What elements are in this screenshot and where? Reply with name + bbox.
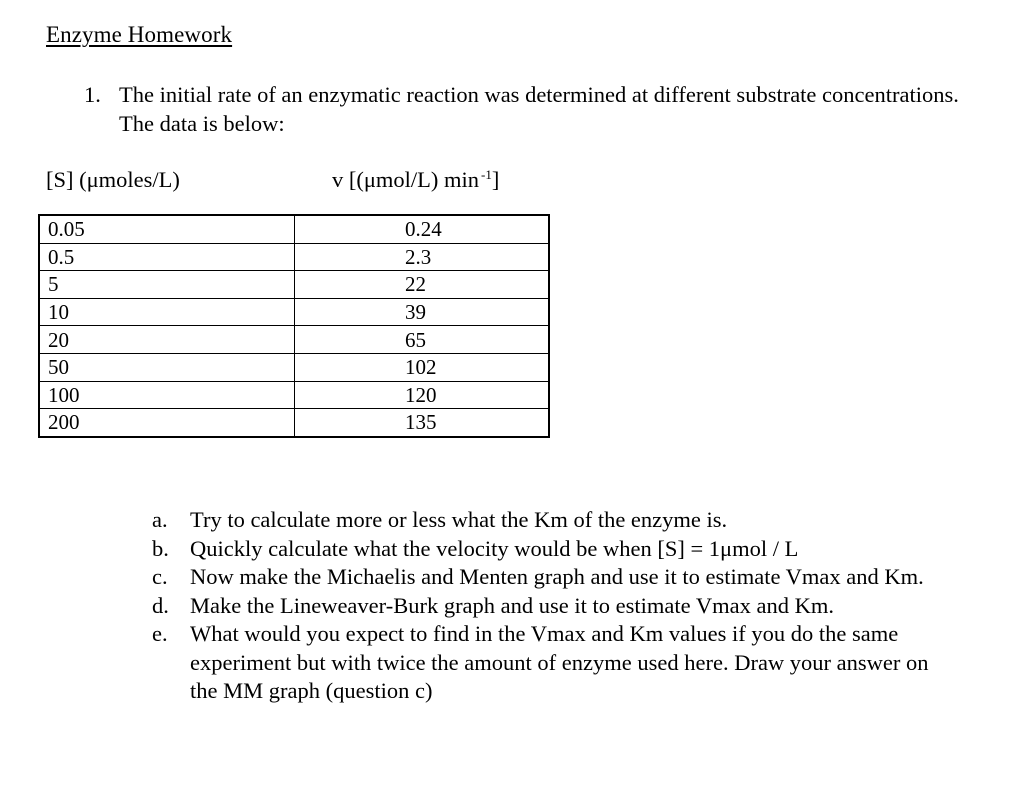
velocity-header-main: v [(μmol/L) min (332, 167, 480, 192)
subquestion-text: Make the Lineweaver-Burk graph and use it to estimate Vmax and Km. (190, 592, 834, 618)
question-number: 1. (84, 82, 101, 107)
velocity-cell: 120 (295, 381, 550, 409)
subquestion-a (152, 506, 942, 535)
document-title: Enzyme Homework (46, 22, 233, 47)
velocity-cell: 0.24 (295, 215, 550, 243)
table-row (39, 381, 549, 409)
velocity-cell: 135 (405, 410, 437, 435)
question-text: The initial rate of an enzymatic reaction was determined at different substrate concentrations. The data is below: (119, 82, 959, 136)
subquestion-b (152, 535, 942, 564)
velocity-cell: 22 (295, 271, 550, 299)
substrate-cell: 100 (39, 381, 295, 409)
data-table (38, 214, 550, 438)
table-row (39, 271, 549, 299)
velocity-cell: 2.3 (295, 243, 550, 271)
table-row (39, 243, 549, 271)
subquestion-letter: c. (152, 564, 168, 589)
substrate-cell: 5 (39, 271, 295, 299)
table-row (39, 326, 549, 354)
table-row (39, 298, 549, 326)
subquestion-e (152, 620, 942, 706)
column-header-substrate: [S] (μmoles/L) (46, 167, 180, 192)
subquestion-text: Now make the Michaelis and Menten graph and use it to estimate Vmax and Km. (190, 564, 924, 589)
question-1 (84, 80, 964, 138)
substrate-cell: 20 (39, 326, 295, 354)
subquestion-text: Quickly calculate what the velocity would be when [S] = 1μmol / L (190, 535, 799, 561)
subquestion-letter: b. (152, 535, 169, 561)
table-row (39, 409, 549, 437)
subquestion-d (152, 592, 942, 621)
substrate-cell: 0.5 (39, 243, 295, 271)
subquestion-c (152, 563, 942, 592)
velocity-header-close: ] (491, 167, 500, 192)
subquestion-letter: d. (152, 592, 169, 618)
subquestion-list (152, 506, 942, 706)
velocity-cell: 102 (295, 353, 550, 381)
table-row (39, 215, 549, 243)
velocity-cell: 65 (295, 326, 550, 354)
subquestion-text: What would you expect to find in the Vmax and Km values if you do the same experiment but with twice the amount of enzyme used here. Draw your answer on the MM graph (question c) (190, 621, 929, 703)
column-header-velocity (332, 167, 499, 193)
substrate-cell: 10 (39, 298, 295, 326)
subquestion-letter: e. (152, 621, 168, 646)
subquestion-text: Try to calculate more or less what the Km of the enzyme is. (190, 507, 728, 532)
substrate-cell: 0.05 (39, 215, 295, 243)
table-row (39, 353, 549, 381)
velocity-header-exponent: -1 (481, 167, 492, 182)
subquestion-letter: a. (152, 507, 168, 532)
velocity-cell: 39 (295, 298, 550, 326)
substrate-cell: 200 (39, 409, 295, 437)
substrate-cell: 50 (39, 353, 295, 381)
